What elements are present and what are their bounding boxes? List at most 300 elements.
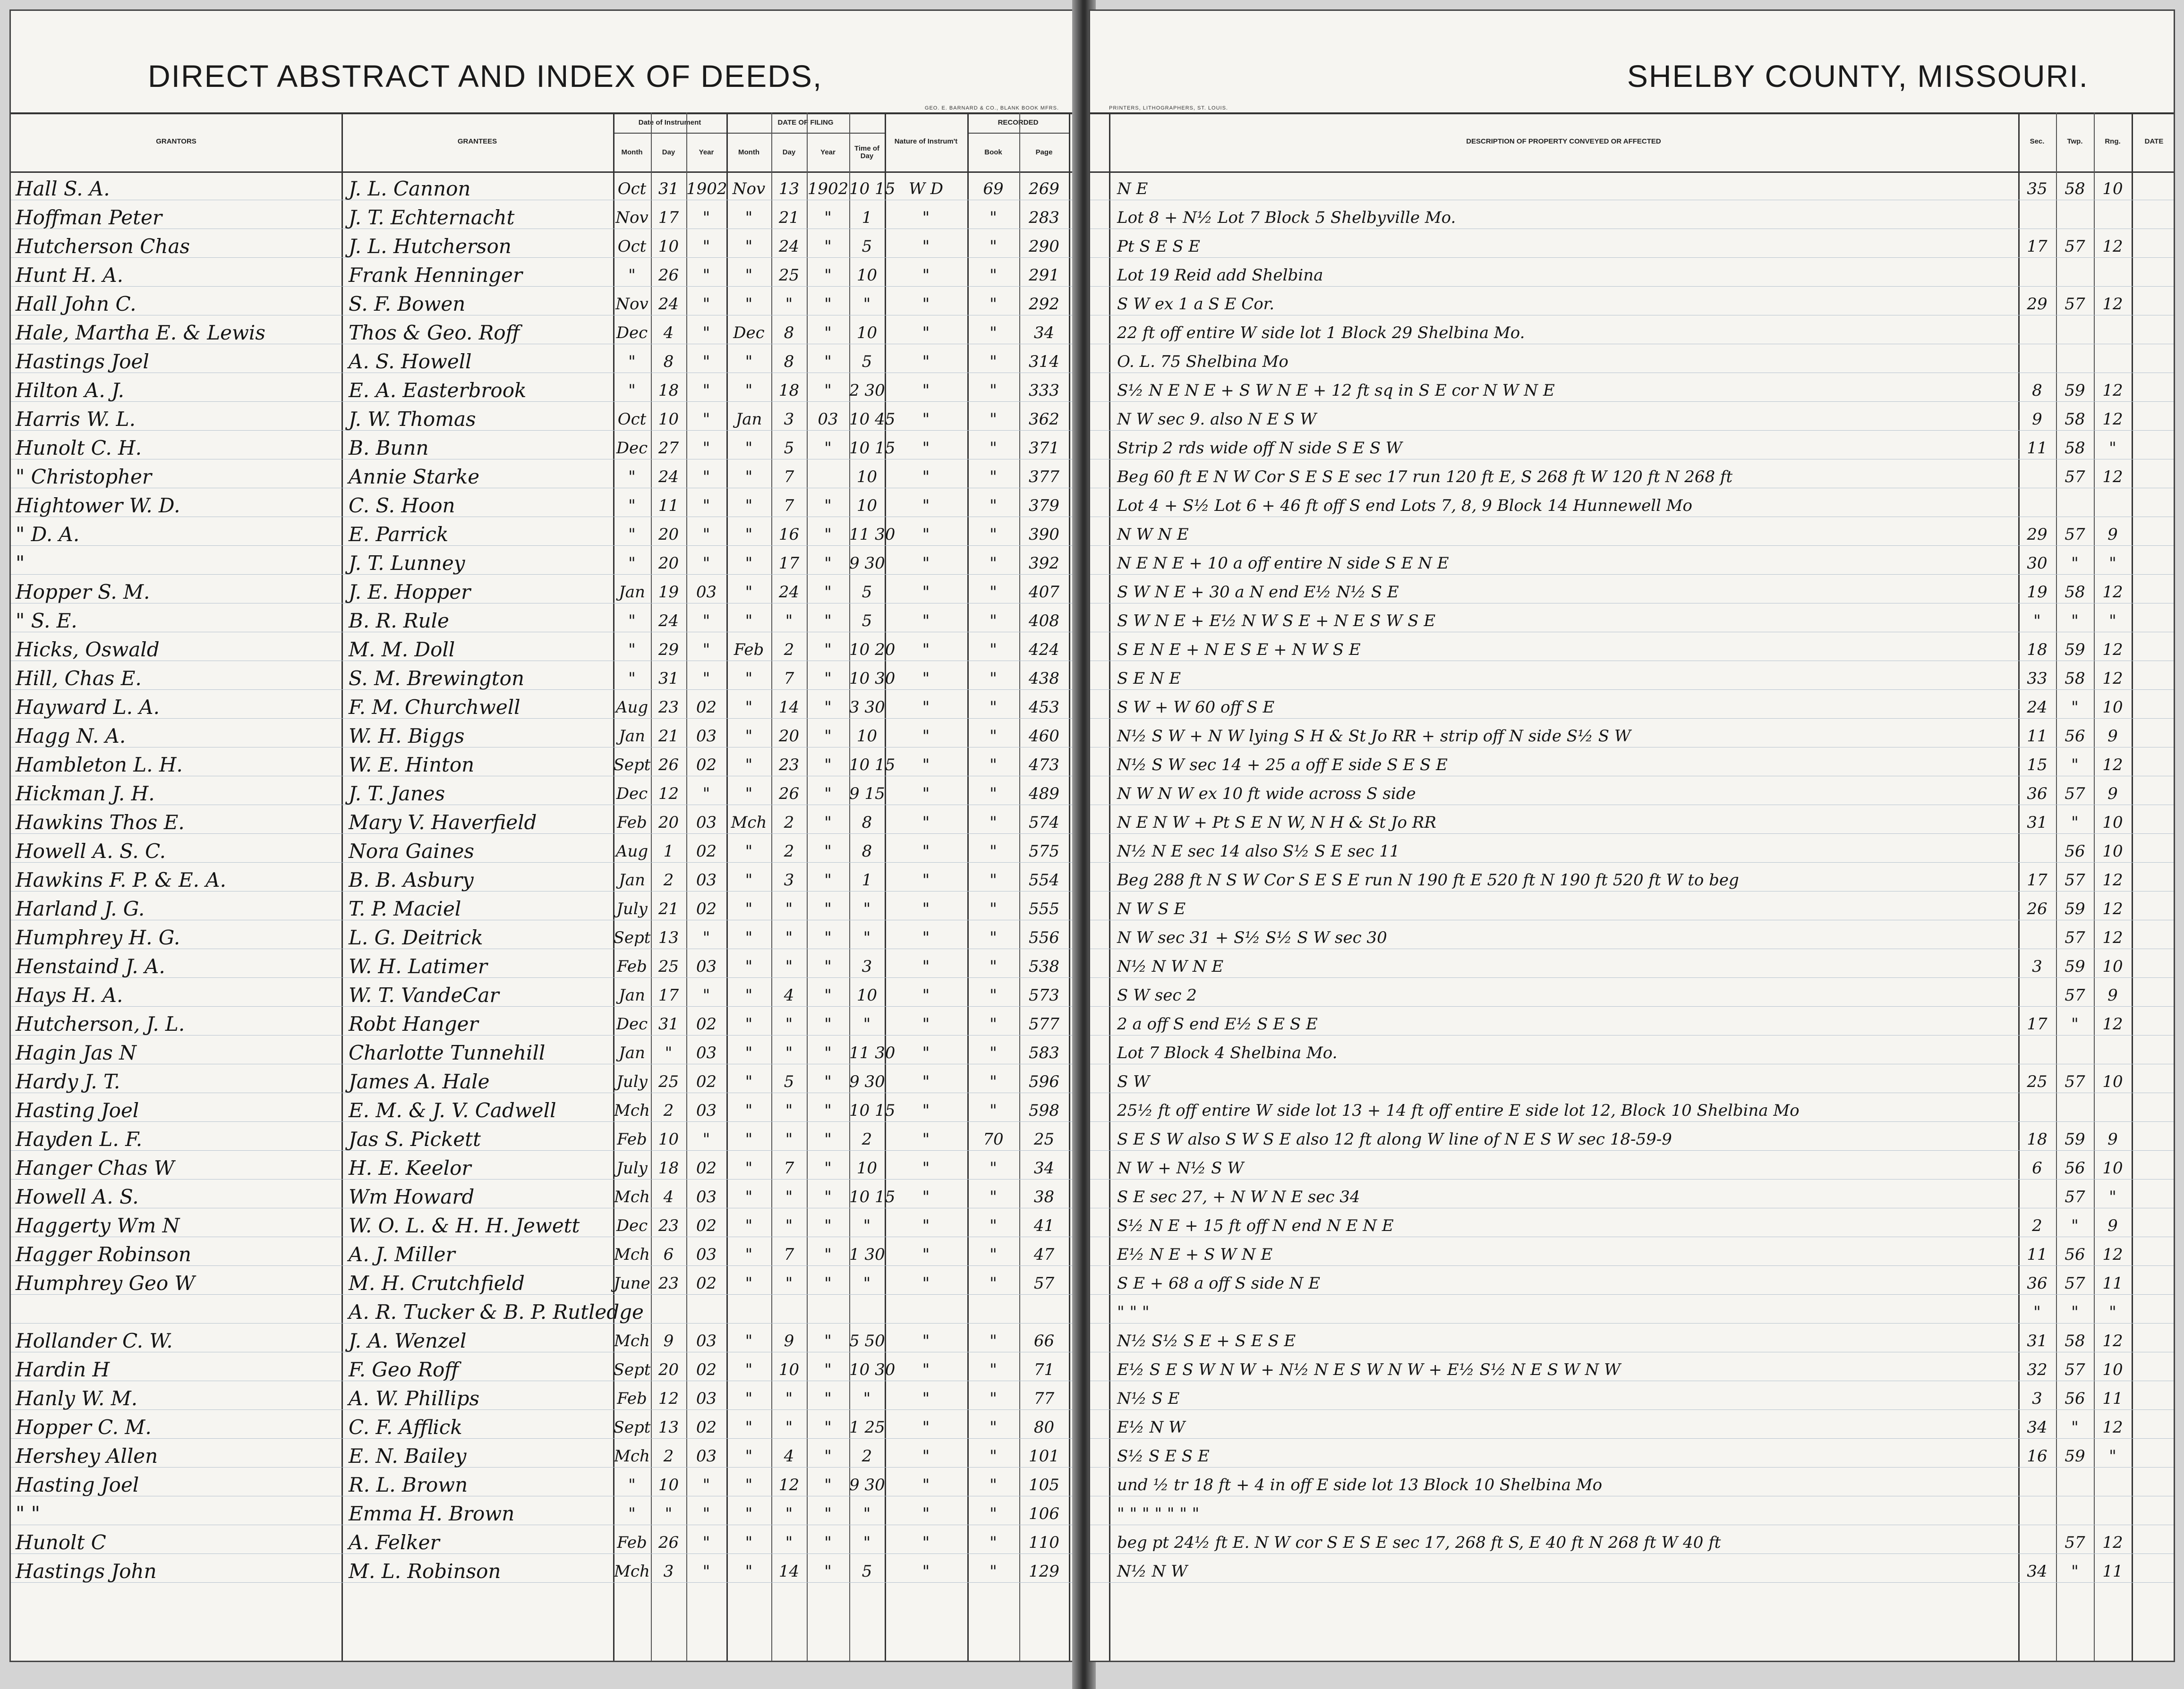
instrument-month-cell: Mch <box>614 1332 650 1350</box>
book-cell: " <box>990 1332 997 1350</box>
nature-cell: " <box>922 1476 930 1494</box>
grantee-cell: F. M. Churchwell <box>349 696 520 719</box>
twp-cell <box>2056 1468 2094 1496</box>
grantee-cell: Robt Hanger <box>349 1012 478 1035</box>
description-cell: E½ N E + S W N E <box>1117 1245 1273 1264</box>
grantor-cell: " Christopher <box>16 465 152 488</box>
book-cell: " <box>990 1389 997 1408</box>
table-row <box>11 373 1078 402</box>
grantee-cell: Emma H. Brown <box>349 1502 515 1525</box>
nature-cell: " <box>922 295 930 314</box>
nature-cell: " <box>922 669 930 688</box>
filing-month-cell: " <box>745 842 753 861</box>
rng-cell: 9 <box>2107 1130 2118 1149</box>
page-cell: 25 <box>1033 1130 1055 1149</box>
table-row <box>1090 488 2174 517</box>
description-header: DESCRIPTION OF PROPERTY CONVEYED OR AFFECTED <box>1466 137 1661 146</box>
table-row <box>1090 891 2174 920</box>
grantor-cell: " " <box>16 1502 40 1525</box>
description-cell: S E N E <box>1117 669 1181 688</box>
table-row <box>11 315 1078 344</box>
nature-cell: " <box>922 1101 930 1120</box>
nature-cell: " <box>922 842 930 861</box>
book-cell: " <box>990 1245 997 1264</box>
grantee-cell: T. P. Maciel <box>349 897 461 920</box>
sec-cell <box>2018 920 2056 949</box>
page-cell: 460 <box>1029 727 1059 746</box>
table-row <box>11 488 1078 517</box>
book-cell: " <box>990 1188 997 1206</box>
nature-cell: " <box>922 1044 930 1062</box>
grantor-cell: Henstaind J. A. <box>16 955 165 978</box>
filing-day-cell: 12 <box>778 1476 800 1494</box>
nature-cell: " <box>922 1504 930 1523</box>
nature-cell: " <box>922 554 930 573</box>
instrument-month-cell: " <box>628 611 636 630</box>
grantor-cell: Hays H. A. <box>16 984 123 1007</box>
instrument-year-cell: 02 <box>696 842 717 861</box>
filing-year-cell: " <box>824 640 832 659</box>
time-of-day-cell: 9 15 <box>849 784 885 803</box>
instrument-year-cell: " <box>702 554 710 573</box>
instrument-month-cell: Mch <box>614 1562 650 1581</box>
grantor-cell: Hickman J. H. <box>16 782 155 805</box>
grantor-cell: " D. A. <box>16 523 80 546</box>
instrument-day-cell: 12 <box>658 784 679 803</box>
rng-cell: 12 <box>2102 237 2123 256</box>
twp-cell: 57 <box>2065 1360 2085 1379</box>
instrument-day-cell: 4 <box>663 1188 674 1206</box>
table-row <box>1090 1180 2174 1208</box>
table-row <box>1090 1093 2174 1122</box>
sec-cell: " <box>2033 1303 2041 1322</box>
filing-year-cell: " <box>824 1101 832 1120</box>
filing-day-cell: " <box>785 1418 793 1437</box>
book-cell: " <box>990 381 997 400</box>
filing-day-cell: " <box>785 1533 793 1552</box>
grantor-cell: Hasting Joel <box>16 1099 139 1122</box>
description-cell: Pt S E S E <box>1117 237 1200 256</box>
filing-day-cell <box>771 1295 807 1323</box>
instrument-month-cell: Jan <box>619 1044 645 1062</box>
description-cell: N W sec 9. also N E S W <box>1117 410 1317 429</box>
grantee-cell: Nora Gaines <box>349 840 474 863</box>
instrument-year-cell: " <box>702 323 710 342</box>
filing-year-cell: " <box>824 1447 832 1466</box>
filing-month-cell: " <box>745 1159 753 1178</box>
description-cell: 25½ ft off entire W side lot 13 + 14 ft off entire E side lot 12, Block 10 Shelbina Mo <box>1117 1101 1800 1120</box>
filing-month-cell: " <box>745 295 753 314</box>
filing-year-cell: " <box>824 1216 832 1235</box>
page-cell: 291 <box>1029 266 1059 285</box>
description-cell: N½ S W + N W lying S H & St Jo RR + strip off N side S½ S W <box>1117 727 1631 746</box>
instrument-day-cell: 10 <box>658 1476 679 1494</box>
rng-cell: " <box>2109 439 2116 458</box>
page-cell <box>1019 1295 1069 1323</box>
sec-cell <box>2018 344 2056 373</box>
rng-cell: 12 <box>2102 1533 2123 1552</box>
filing-year-cell: " <box>824 1072 832 1091</box>
time-of-day-cell: 5 <box>862 1562 872 1581</box>
instrument-day-cell: 6 <box>663 1245 674 1264</box>
nature-cell: " <box>922 1562 930 1581</box>
description-cell: N W N E <box>1117 525 1189 544</box>
table-row <box>11 517 1078 546</box>
page-cell: 574 <box>1029 813 1059 832</box>
twp-cell: 57 <box>2065 1274 2085 1293</box>
table-row <box>11 1035 1078 1064</box>
nature-cell: " <box>922 352 930 371</box>
rng-cell: 12 <box>2102 928 2123 947</box>
nature-cell: " <box>922 1216 930 1235</box>
nature-cell: " <box>922 439 930 458</box>
table-row <box>11 287 1078 315</box>
filing-year-cell: " <box>824 1389 832 1408</box>
filing-day-cell: 7 <box>784 1245 794 1264</box>
filing-year-cell: " <box>824 784 832 803</box>
time-of-day-cell: 2 30 <box>849 381 885 400</box>
description-cell: Lot 7 Block 4 Shelbina Mo. <box>1117 1044 1338 1062</box>
instrument-day-cell: 21 <box>658 900 679 918</box>
page-cell: 583 <box>1029 1044 1059 1062</box>
nature-cell: " <box>922 871 930 890</box>
filing-day-cell: 23 <box>778 755 800 774</box>
twp-cell: 56 <box>2065 727 2085 746</box>
page-cell: 407 <box>1029 583 1059 602</box>
grantee-cell: S. M. Brewington <box>349 667 525 690</box>
book-cell: " <box>990 208 997 227</box>
nature-cell: " <box>922 986 930 1005</box>
table-row <box>1090 1064 2174 1093</box>
twp-cell: 59 <box>2065 381 2085 400</box>
instrument-year-cell: " <box>702 669 710 688</box>
rng-cell: 12 <box>2102 1418 2123 1437</box>
description-cell: S W N E + E½ N W S E + N E S W S E <box>1117 611 1436 630</box>
sec-cell: 16 <box>2027 1447 2048 1466</box>
instrument-year-cell: 02 <box>696 900 717 918</box>
grantee-cell: C. S. Hoon <box>349 494 455 517</box>
table-row <box>11 1180 1078 1208</box>
page-cell: 80 <box>1033 1418 1055 1437</box>
sec-cell: 29 <box>2027 295 2048 314</box>
instrument-year-cell: 1902 <box>686 179 727 198</box>
table-row <box>1090 1295 2174 1324</box>
time-of-day-cell: 9 30 <box>849 554 885 573</box>
time-of-day-cell: 3 30 <box>849 698 885 717</box>
page-cell: 34 <box>1033 1159 1055 1178</box>
sec-cell: 19 <box>2027 583 2048 602</box>
instrument-year-cell: " <box>702 439 710 458</box>
instrument-month-cell: Feb <box>617 813 647 832</box>
twp-cell <box>2056 344 2094 373</box>
table-row <box>11 1122 1078 1151</box>
time-of-day-cell: 5 <box>862 583 872 602</box>
page-header: Page <box>1035 148 1053 156</box>
table-row <box>11 603 1078 632</box>
instrument-month-cell: Oct <box>617 237 647 256</box>
filing-year-cell: " <box>824 871 832 890</box>
twp-cell: 56 <box>2065 1159 2085 1178</box>
page-cell: 105 <box>1029 1476 1059 1494</box>
instrument-year-cell: " <box>702 467 710 486</box>
rng-cell: " <box>2109 1188 2116 1206</box>
instrument-day-cell: 31 <box>658 1015 679 1034</box>
instrument-year-cell: " <box>702 1533 710 1552</box>
grantor-cell: " S. E. <box>16 609 77 632</box>
table-row <box>11 891 1078 920</box>
twp-cell: 57 <box>2065 1072 2085 1091</box>
sec-cell <box>2018 834 2056 862</box>
grantor-cell: Humphrey Geo W <box>16 1272 195 1295</box>
instrument-month-cell: Aug <box>615 698 648 717</box>
time-of-day-cell: " <box>863 1274 871 1293</box>
time-of-day-cell: 3 <box>862 957 872 976</box>
instrument-month-cell: Oct <box>617 179 647 198</box>
book-cell: " <box>990 467 997 486</box>
description-cell: S W ex 1 a S E Cor. <box>1117 295 1275 314</box>
twp-cell: 58 <box>2065 179 2085 198</box>
nature-cell: " <box>922 410 930 429</box>
table-row <box>1090 517 2174 546</box>
page-cell: 290 <box>1029 237 1059 256</box>
description-cell: E½ N W <box>1117 1418 1186 1437</box>
filing-month-cell: " <box>745 928 753 947</box>
grantee-cell: R. L. Brown <box>349 1473 468 1496</box>
time-of-day-cell: 11 30 <box>849 1044 896 1062</box>
instrument-day-cell: 11 <box>658 496 679 515</box>
time-of-day-cell: " <box>863 1216 871 1235</box>
filing-month-cell: " <box>745 1476 753 1494</box>
description-cell: S½ N E + 15 ft off N end N E N E <box>1117 1216 1394 1235</box>
filing-year-cell: " <box>824 1044 832 1062</box>
rng-cell: 10 <box>2102 957 2123 976</box>
book-cell: " <box>990 1504 997 1523</box>
grantee-cell: M. M. Doll <box>349 638 455 661</box>
table-row <box>1090 402 2174 431</box>
instrument-month-cell: Sept <box>613 928 651 947</box>
month-header: Month <box>621 148 643 156</box>
instrument-month-cell: " <box>628 669 636 688</box>
instrument-year-cell: 02 <box>696 1418 717 1437</box>
nature-cell: " <box>922 1188 930 1206</box>
rng-cell: 11 <box>2102 1274 2123 1293</box>
instrument-month-cell: " <box>628 640 636 659</box>
instrument-year-cell: 03 <box>696 813 717 832</box>
grantee-cell: J. A. Wenzel <box>349 1329 467 1352</box>
twp-cell: 57 <box>2065 1533 2085 1552</box>
nature-cell: " <box>922 496 930 515</box>
sec-cell: 34 <box>2027 1562 2048 1581</box>
book-cell: " <box>990 1044 997 1062</box>
instrument-day-cell: 9 <box>663 1332 674 1350</box>
instrument-year-cell: " <box>702 1130 710 1149</box>
rng-cell: 9 <box>2107 784 2118 803</box>
filing-year-cell: " <box>824 1159 832 1178</box>
sec-cell: 25 <box>2027 1072 2048 1091</box>
filing-month-cell: Nov <box>732 179 766 198</box>
sec-cell: 2 <box>2032 1216 2042 1235</box>
twp-cell: " <box>2071 755 2079 774</box>
instrument-month-cell: Sept <box>613 755 651 774</box>
instrument-year-cell: " <box>702 496 710 515</box>
filing-month-cell: Mch <box>731 813 767 832</box>
filing-month-cell: " <box>745 237 753 256</box>
description-cell: S W + W 60 off S E <box>1117 698 1275 717</box>
nature-cell: " <box>922 1418 930 1437</box>
recorded-header: RECORDED <box>967 112 1069 134</box>
filing-month-cell: " <box>745 352 753 371</box>
book-cell: " <box>990 1159 997 1178</box>
instrument-year-cell: " <box>702 986 710 1005</box>
instrument-day-cell: 18 <box>658 1159 679 1178</box>
instrument-day-cell: 24 <box>658 295 679 314</box>
instrument-month-cell: Dec <box>616 323 648 342</box>
time-of-day-cell: 8 <box>862 842 872 861</box>
time-of-day-cell: 10 20 <box>849 640 896 659</box>
description-cell: S W N E + 30 a N end E½ N½ S E <box>1117 583 1399 602</box>
page-cell: 66 <box>1033 1332 1055 1350</box>
filing-day-cell: " <box>785 1044 793 1062</box>
table-row <box>1090 1381 2174 1410</box>
description-cell: S W sec 2 <box>1117 986 1197 1005</box>
filing-month-cell: " <box>745 525 753 544</box>
description-cell: S E S W also S W S E also 12 ft along W line of N E S W sec 18-59-9 <box>1117 1130 1672 1149</box>
table-row <box>1090 1007 2174 1035</box>
table-row <box>11 1093 1078 1122</box>
description-cell: " " " " " " " <box>1117 1504 1200 1523</box>
filing-month-cell: " <box>745 496 753 515</box>
time-of-day-cell: 1 30 <box>849 1245 885 1264</box>
filing-year-header: Year <box>820 148 836 156</box>
table-row <box>1090 1122 2174 1151</box>
description-cell: N½ N W <box>1117 1562 1188 1581</box>
description-cell: S W <box>1117 1072 1150 1091</box>
rng-cell: 10 <box>2102 698 2123 717</box>
description-cell: S½ N E N E + S W N E + 12 ft sq in S E cor N W N E <box>1117 381 1555 400</box>
filing-day-cell: 26 <box>778 784 800 803</box>
sec-cell <box>2018 1496 2056 1525</box>
instrument-day-cell: 24 <box>658 611 679 630</box>
table-row <box>1090 747 2174 776</box>
instrument-day-cell: 27 <box>658 439 679 458</box>
twp-cell: 59 <box>2065 900 2085 918</box>
grantee-cell: Wm Howard <box>349 1185 475 1208</box>
table-row <box>1090 1208 2174 1237</box>
book-cell: 70 <box>983 1130 1004 1149</box>
table-row <box>1090 1352 2174 1381</box>
instrument-day-cell: 17 <box>658 208 679 227</box>
time-of-day-cell: 10 <box>856 496 878 515</box>
instrument-day-cell: 20 <box>658 1360 679 1379</box>
twp-cell: 56 <box>2065 1245 2085 1264</box>
filing-year-cell: " <box>824 1130 832 1149</box>
filing-month-cell: " <box>745 1188 753 1206</box>
twp-cell: " <box>2071 1216 2079 1235</box>
time-of-day-cell: 5 50 <box>849 1332 885 1350</box>
filing-day-cell: 9 <box>784 1332 794 1350</box>
filing-day-cell: 16 <box>778 525 800 544</box>
nature-cell: " <box>922 957 930 976</box>
book-cell: " <box>990 986 997 1005</box>
filing-month-cell <box>726 1295 771 1323</box>
table-row <box>1090 603 2174 632</box>
filing-day-cell: 21 <box>778 208 800 227</box>
instrument-day-cell: 29 <box>658 640 679 659</box>
description-cell: Lot 8 + N½ Lot 7 Block 5 Shelbyville Mo. <box>1117 208 1456 227</box>
instrument-month-cell: Mch <box>614 1447 650 1466</box>
nature-cell: " <box>922 1130 930 1149</box>
instrument-day-cell: 2 <box>663 1101 674 1120</box>
sec-cell: 11 <box>2027 1245 2048 1264</box>
page-title: DIRECT ABSTRACT AND INDEX OF DEEDS, <box>148 59 823 93</box>
sec-cell: 17 <box>2027 871 2048 890</box>
time-of-day-cell: " <box>863 900 871 918</box>
rng-cell: 10 <box>2102 842 2123 861</box>
grantee-cell: M. H. Crutchfield <box>349 1272 525 1295</box>
instrument-year-cell: " <box>702 295 710 314</box>
table-row <box>11 1554 1078 1583</box>
filing-day-cell: 5 <box>784 439 794 458</box>
rng-cell <box>2094 1468 2132 1496</box>
rng-cell: 12 <box>2102 1332 2123 1350</box>
instrument-day-cell: 31 <box>658 669 679 688</box>
book-cell: " <box>990 1072 997 1091</box>
twp-cell: 57 <box>2065 871 2085 890</box>
book-cell: " <box>990 1015 997 1034</box>
description-cell: Beg 288 ft N S W Cor S E S E run N 190 ft E 520 ft N 190 ft 520 ft W to beg <box>1117 871 1739 890</box>
grantor-cell: Hunolt C <box>16 1531 106 1554</box>
twp-cell: 56 <box>2065 1389 2085 1408</box>
filing-day-cell: " <box>785 1274 793 1293</box>
filing-day-cell: 5 <box>784 1072 794 1091</box>
right-column-headers <box>1090 112 2174 173</box>
grantor-cell: Hawkins F. P. & E. A. <box>16 868 226 891</box>
instrument-year-cell: " <box>702 410 710 429</box>
page-cell: 34 <box>1033 323 1055 342</box>
twp-cell: 58 <box>2065 439 2085 458</box>
page-cell: 408 <box>1029 611 1059 630</box>
book-cell: " <box>990 295 997 314</box>
filing-year-cell: " <box>824 1274 832 1293</box>
filing-day-cell: " <box>785 1015 793 1034</box>
instrument-month-cell: " <box>628 381 636 400</box>
rng-cell: 12 <box>2102 1015 2123 1034</box>
table-row <box>11 719 1078 747</box>
instrument-day-cell: 10 <box>658 410 679 429</box>
instrument-day-cell: 10 <box>658 237 679 256</box>
filing-year-cell: " <box>824 496 832 515</box>
page-cell: 554 <box>1029 871 1059 890</box>
filing-year-cell: 03 <box>818 410 838 429</box>
table-row <box>1090 258 2174 287</box>
instrument-day-cell: 20 <box>658 554 679 573</box>
table-row <box>11 747 1078 776</box>
table-row <box>11 1324 1078 1352</box>
instrument-day-cell: 21 <box>658 727 679 746</box>
filing-year-cell: " <box>824 525 832 544</box>
book-cell: " <box>990 640 997 659</box>
rng-cell: 10 <box>2102 1360 2123 1379</box>
twp-cell: 57 <box>2065 928 2085 947</box>
instrument-year-cell: 02 <box>696 755 717 774</box>
nature-cell: " <box>922 755 930 774</box>
grantee-cell: C. F. Afflick <box>349 1416 462 1439</box>
rng-cell: 12 <box>2102 381 2123 400</box>
book-cell: " <box>990 698 997 717</box>
grantee-cell: Thos & Geo. Roff <box>349 321 520 344</box>
filing-month-cell: " <box>745 554 753 573</box>
table-row <box>11 402 1078 431</box>
